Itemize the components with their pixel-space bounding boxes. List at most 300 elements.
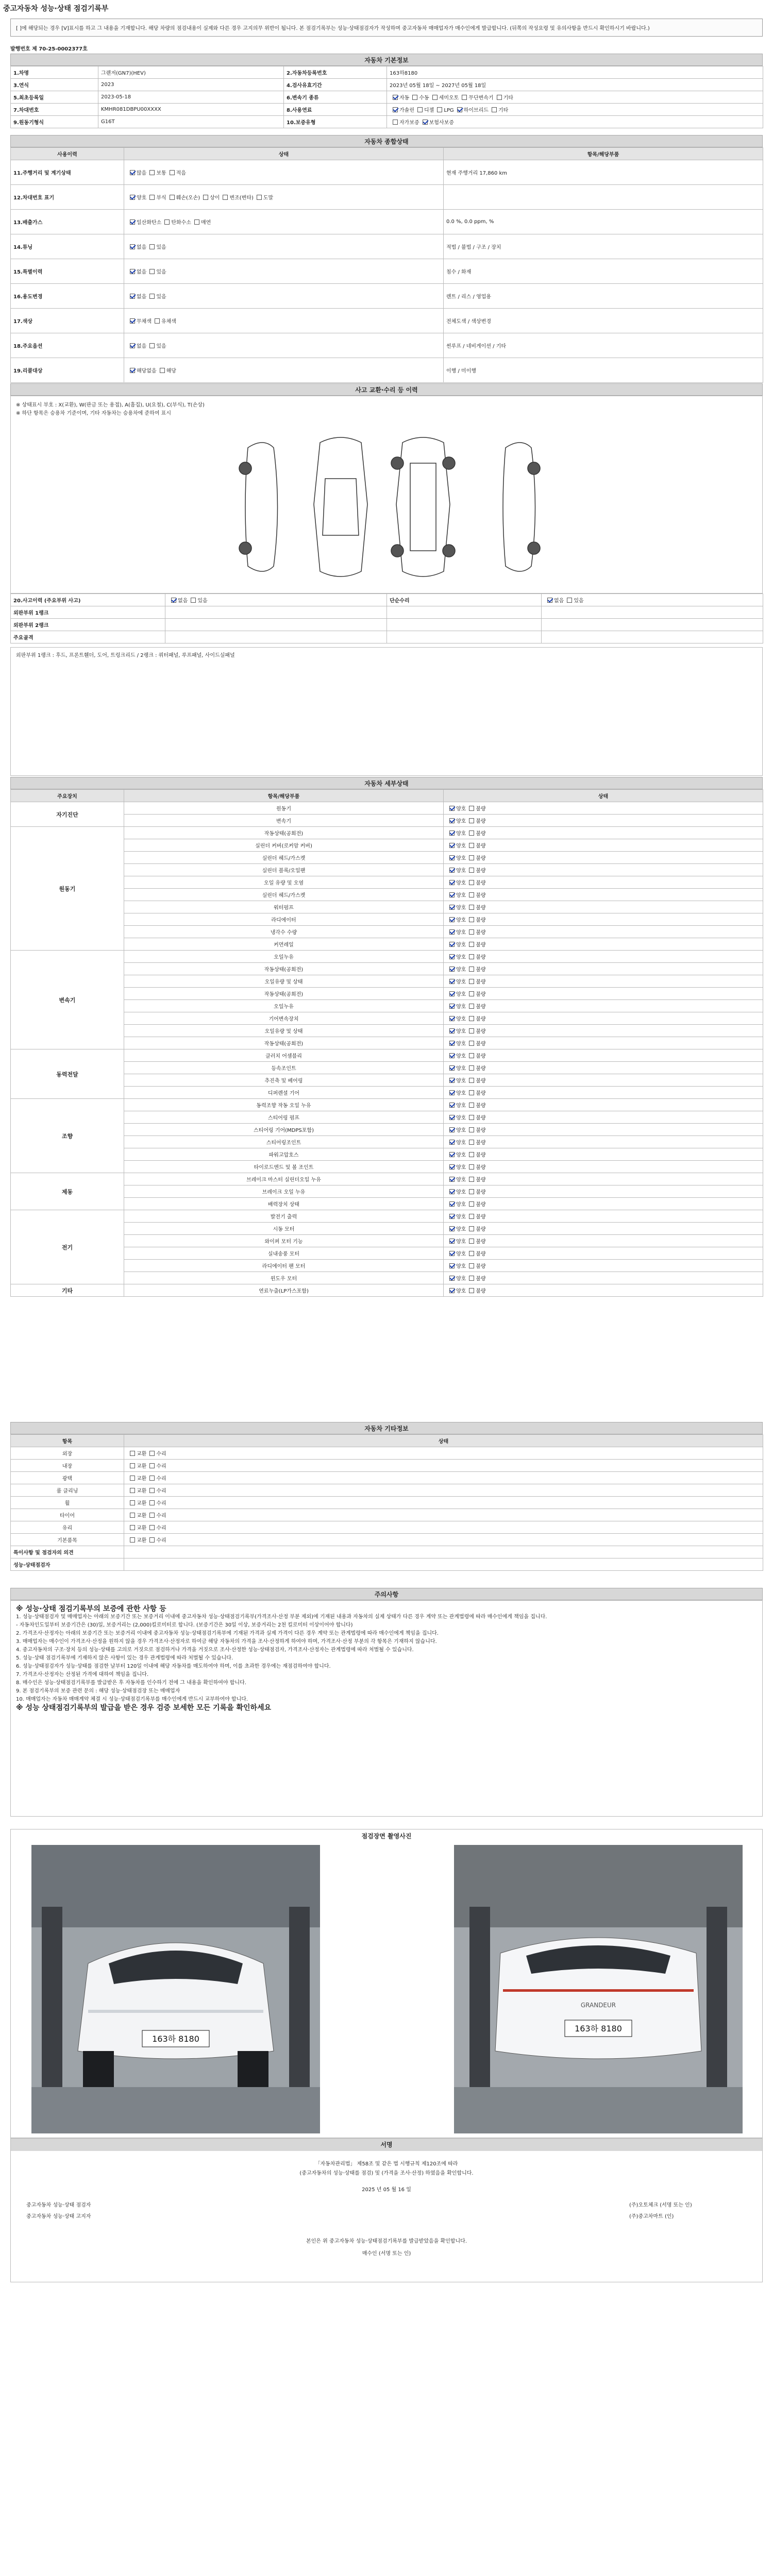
detail-state <box>444 852 763 864</box>
state-checkbox[interactable] <box>469 1226 474 1231</box>
state-checkbox[interactable] <box>449 843 455 848</box>
general-label: 16.용도변경 <box>11 284 124 309</box>
state-checkbox[interactable] <box>449 1115 455 1120</box>
inspector-sign[interactable]: (주)오토체크 (서명 또는 인) <box>629 2202 692 2208</box>
state-checkbox[interactable] <box>469 1004 474 1009</box>
state-checkbox[interactable] <box>449 855 455 860</box>
detail-item: 실린더 블록/오일팬 <box>124 864 444 876</box>
general-label: 15.특별이력 <box>11 259 124 284</box>
state-option: 양호 <box>456 1214 466 1220</box>
state-checkbox[interactable] <box>469 1214 474 1219</box>
general-detail <box>444 185 763 210</box>
wheel-icon <box>443 457 455 469</box>
state-checkbox[interactable] <box>130 1525 135 1530</box>
car-frame-outline <box>410 463 436 551</box>
fuel-checkbox[interactable] <box>457 107 462 112</box>
state-checkbox[interactable] <box>449 1041 455 1046</box>
state-checkbox[interactable] <box>449 1164 455 1170</box>
state-checkbox[interactable] <box>449 1251 455 1256</box>
state-option: 양호 <box>456 942 466 948</box>
detail-state <box>444 913 763 926</box>
general-row <box>11 333 763 358</box>
state-checkbox[interactable] <box>155 318 160 324</box>
state-checkbox[interactable] <box>469 868 474 873</box>
wheel-icon <box>528 462 540 474</box>
state-option: 불량 <box>476 967 486 973</box>
state-checkbox[interactable] <box>203 195 208 200</box>
state-checkbox[interactable] <box>171 598 176 603</box>
state-checkbox[interactable] <box>449 1065 455 1071</box>
label-plate: 2.자동차등록번호 <box>284 66 387 79</box>
state-checkbox[interactable] <box>469 1140 474 1145</box>
state-checkbox[interactable] <box>469 1239 474 1244</box>
state-checkbox[interactable] <box>449 991 455 996</box>
section-notes: 주의사항 <box>10 1588 763 1600</box>
car-bottom-outline <box>396 437 450 577</box>
state-checkbox[interactable] <box>469 1053 474 1058</box>
notifier-sign[interactable]: (주)중고차마트 (인) <box>629 2214 674 2219</box>
detail-group: 제동 <box>11 1173 124 1210</box>
state-checkbox[interactable] <box>469 843 474 848</box>
checker-value[interactable] <box>124 1558 763 1571</box>
state-option: 있음 <box>156 245 166 250</box>
detail-row <box>11 951 763 963</box>
detail-item: 작동상태(공회전) <box>124 1037 444 1049</box>
state-checkbox[interactable] <box>149 294 155 299</box>
transmission-checkbox[interactable] <box>432 95 438 100</box>
state-option: 양호 <box>456 819 466 824</box>
state-option: 양호 <box>456 806 466 812</box>
state-checkbox[interactable] <box>149 1525 155 1530</box>
state-checkbox[interactable] <box>149 195 155 200</box>
state-option: 불량 <box>476 819 486 824</box>
state-checkbox[interactable] <box>469 1263 474 1268</box>
state-option: 있음 <box>156 294 166 300</box>
state-checkbox[interactable] <box>449 1004 455 1009</box>
general-label: 17.색상 <box>11 309 124 333</box>
state-checkbox[interactable] <box>469 880 474 885</box>
detail-state <box>444 1223 763 1235</box>
state-checkbox[interactable] <box>130 1476 135 1481</box>
state-option: 불량 <box>476 1227 486 1232</box>
wheel-icon <box>391 545 404 557</box>
extra-info-table <box>10 1434 763 1571</box>
special-notes-label: 특이사항 및 점검자의 의견 <box>11 1546 124 1558</box>
state-checkbox[interactable] <box>449 1140 455 1145</box>
state-checkbox[interactable] <box>469 1065 474 1071</box>
state-checkbox[interactable] <box>449 929 455 935</box>
detail-row <box>11 1099 763 1111</box>
special-notes-value[interactable] <box>124 1546 763 1558</box>
state-checkbox[interactable] <box>449 868 455 873</box>
state-option: 불량 <box>476 1016 486 1022</box>
car-outline-diagram <box>232 432 542 582</box>
state-checkbox[interactable] <box>164 219 170 225</box>
state-checkbox[interactable] <box>449 1226 455 1231</box>
state-checkbox[interactable] <box>160 368 165 373</box>
state-option: 양호 <box>456 905 466 911</box>
state-checkbox[interactable] <box>449 1288 455 1293</box>
state-checkbox[interactable] <box>149 170 155 175</box>
state-checkbox[interactable] <box>469 979 474 984</box>
state-option: 양호 <box>456 979 466 985</box>
state-checkbox[interactable] <box>449 1214 455 1219</box>
state-checkbox[interactable] <box>149 1488 155 1493</box>
detail-row <box>11 1049 763 1062</box>
extra-item: 룸 클리닝 <box>11 1484 124 1497</box>
detail-state <box>444 975 763 988</box>
state-option: 탄화수소 <box>171 220 191 226</box>
state-checkbox[interactable] <box>469 1078 474 1083</box>
state-checkbox[interactable] <box>469 942 474 947</box>
state-option: 교환 <box>137 1501 147 1506</box>
state-checkbox[interactable] <box>149 1476 155 1481</box>
state-option: 양호 <box>456 1016 466 1022</box>
state-checkbox[interactable] <box>469 1164 474 1170</box>
state-checkbox[interactable] <box>130 269 135 274</box>
state-checkbox[interactable] <box>449 1090 455 1095</box>
state-checkbox[interactable] <box>449 1103 455 1108</box>
state-checkbox[interactable] <box>469 1115 474 1120</box>
outer-rank-note: 외판부위 1랭크 : 후드, 프론트휀더, 도어, 트렁크리드 / 2랭크 : 쿼터패널, 루프패널, 사이드실패널 <box>16 653 235 658</box>
state-checkbox[interactable] <box>469 1288 474 1293</box>
state-checkbox[interactable] <box>149 244 155 249</box>
state-checkbox[interactable] <box>149 269 155 274</box>
extra-row <box>11 1534 763 1546</box>
state-checkbox[interactable] <box>449 917 455 922</box>
detail-item: 실린더 헤드/가스켓 <box>124 889 444 901</box>
value-plate: 163하8180 <box>387 66 763 79</box>
state-checkbox[interactable] <box>449 979 455 984</box>
detail-item: 연료누출(LP가스포함) <box>124 1284 444 1297</box>
state-checkbox[interactable] <box>130 1537 135 1543</box>
state-option: 양호 <box>456 992 466 997</box>
warranty-checkbox[interactable] <box>393 120 398 125</box>
wheel-icon <box>391 457 404 469</box>
state-option: 불량 <box>476 1153 486 1158</box>
detail-group: 조향 <box>11 1099 124 1173</box>
fuel-option: 디젤 <box>424 108 434 113</box>
detail-state <box>444 901 763 913</box>
state-checkbox[interactable] <box>469 917 474 922</box>
state-checkbox[interactable] <box>149 1513 155 1518</box>
state-option: 양호 <box>456 1029 466 1035</box>
state-option: 양호 <box>456 1004 466 1010</box>
state-checkbox[interactable] <box>130 368 135 373</box>
notice-box: [ ]에 해당되는 경우 [V]표시를 하고 그 내용을 기재합니다. 해당 차량의 점검내용이 실제와 다른 경우 고지의무 위반이 됩니다. 본 점검기록부는 성능·상태점검자가 작성하며 중고자동차 매매업자가 매수인에게 발급합니다. (뒤쪽의 작성요령 및 유의사항을 반드시 확인하시기 바랍니다.) <box>10 19 763 37</box>
note-line: ※ 성능 상태점검기록부의 발급을 받은 경우 검증 보세한 모든 기록을 확인하세요 <box>16 1704 272 1712</box>
transmission-checkbox[interactable] <box>412 95 417 100</box>
state-checkbox[interactable] <box>257 195 262 200</box>
label-fuel: 8.사용연료 <box>284 104 387 116</box>
notifier-label: 중고자동차 성능·상태 고지자 <box>26 2214 91 2219</box>
value-vin: KMHR081DBPU00XXXX <box>98 104 284 116</box>
state-option: 불량 <box>476 868 486 874</box>
state-checkbox[interactable] <box>194 219 199 225</box>
state-checkbox[interactable] <box>449 892 455 897</box>
state-option: 불량 <box>476 806 486 812</box>
state-checkbox[interactable] <box>469 929 474 935</box>
state-checkbox[interactable] <box>469 1152 474 1157</box>
state-option: 불량 <box>476 1202 486 1208</box>
state-checkbox[interactable] <box>469 1276 474 1281</box>
state-checkbox[interactable] <box>449 831 455 836</box>
detail-state <box>444 864 763 876</box>
detail-group: 동력전달 <box>11 1049 124 1099</box>
fuel-option: 가솔린 <box>399 108 414 113</box>
state-option: 있음 <box>574 598 584 604</box>
state-checkbox[interactable] <box>149 1500 155 1505</box>
state-checkbox[interactable] <box>449 942 455 947</box>
state-checkbox[interactable] <box>469 991 474 996</box>
state-checkbox[interactable] <box>469 1127 474 1132</box>
state-checkbox[interactable] <box>130 1451 135 1456</box>
state-checkbox[interactable] <box>567 598 572 603</box>
note-line: 6. 성능·상태점검자가 성능·상태를 점검한 날부터 120일 이내에 해당 자동차를 매도하여야 하며, 이를 초과한 경우에는 재점검하여야 합니다. <box>16 1664 331 1669</box>
state-checkbox[interactable] <box>469 905 474 910</box>
state-option: 없음 <box>137 245 147 250</box>
detail-item: 라디에이터 팬 모터 <box>124 1260 444 1272</box>
state-option: 도말 <box>263 195 274 201</box>
detail-state-table <box>10 789 763 1297</box>
detail-item: 라디에이터 <box>124 913 444 926</box>
detail-state <box>444 1062 763 1074</box>
detail-item: 워터펌프 <box>124 901 444 913</box>
state-checkbox[interactable] <box>449 1276 455 1281</box>
state-option: 불량 <box>476 1289 486 1294</box>
state-option: 양호 <box>456 868 466 874</box>
transmission-checkbox[interactable] <box>393 95 398 100</box>
state-option: 수리 <box>156 1513 166 1519</box>
label-engine-type: 9.원동기형식 <box>11 116 98 128</box>
state-option: 양호 <box>456 1078 466 1084</box>
signature-law-line: 「자동차관리법」 제58조 및 같은 법 시행규칙 제120조에 따라 <box>315 2161 458 2167</box>
state-checkbox[interactable] <box>469 1016 474 1021</box>
state-checkbox[interactable] <box>130 195 135 200</box>
state-checkbox[interactable] <box>449 1078 455 1083</box>
detail-state <box>444 1049 763 1062</box>
state-checkbox[interactable] <box>469 892 474 897</box>
state-option: 있음 <box>197 598 208 604</box>
state-option: 해당 <box>166 368 176 374</box>
wheel-icon <box>239 542 251 554</box>
state-checkbox[interactable] <box>469 806 474 811</box>
state-checkbox[interactable] <box>449 1016 455 1021</box>
detail-state <box>444 839 763 852</box>
warranty-checkbox[interactable] <box>423 120 428 125</box>
transmission-checkbox[interactable] <box>497 95 502 100</box>
state-checkbox[interactable] <box>191 598 196 603</box>
state-option: 불량 <box>476 1004 486 1010</box>
state-option: 일산화탄소 <box>137 220 162 226</box>
detail-row <box>11 827 763 839</box>
state-checkbox[interactable] <box>449 967 455 972</box>
state-checkbox[interactable] <box>449 1201 455 1207</box>
state-option: 수리 <box>156 1526 166 1531</box>
detail-item: 발전기 출력 <box>124 1210 444 1223</box>
extra-state <box>124 1484 763 1497</box>
state-option: 불량 <box>476 1276 486 1282</box>
detail-state <box>444 1272 763 1284</box>
fuel-checkbox[interactable] <box>437 107 442 112</box>
wheel-icon <box>239 462 251 474</box>
detail-state <box>444 926 763 938</box>
photos-title: 점검장면 촬영사진 <box>361 1833 412 1840</box>
detail-state <box>444 1037 763 1049</box>
note-line: - 자동차인도일부터 보증기간은 (30)일, 보증거리는 (2,000)킬로미터로 합니다. (보증기간은 30일 이상, 보증거리는 2천 킬로미터 이상이어야 합니다) <box>16 1622 353 1628</box>
state-checkbox[interactable] <box>130 1513 135 1518</box>
detail-item: 실내송풍 모터 <box>124 1247 444 1260</box>
state-checkbox[interactable] <box>449 1127 455 1132</box>
state-checkbox[interactable] <box>449 1177 455 1182</box>
general-row <box>11 284 763 309</box>
state-checkbox[interactable] <box>170 170 175 175</box>
extra-head-state: 상태 <box>124 1435 763 1447</box>
front-plate-text: 163하 8180 <box>152 2034 199 2044</box>
state-checkbox[interactable] <box>130 244 135 249</box>
fuel-checkbox[interactable] <box>393 107 398 112</box>
state-option: 교환 <box>137 1464 147 1469</box>
accident-table <box>10 594 763 643</box>
state-checkbox[interactable] <box>469 818 474 823</box>
state-checkbox[interactable] <box>130 219 135 225</box>
detail-group: 변속기 <box>11 951 124 1049</box>
state-checkbox[interactable] <box>469 1028 474 1033</box>
wheel-icon <box>528 542 540 554</box>
state-checkbox[interactable] <box>449 1028 455 1033</box>
state-checkbox[interactable] <box>449 905 455 910</box>
detail-item: 작동상태(공회전) <box>124 963 444 975</box>
warranty-options <box>387 116 763 128</box>
detail-item: 브레이크 오일 누유 <box>124 1185 444 1198</box>
extra-item: 타이어 <box>11 1509 124 1521</box>
state-checkbox[interactable] <box>469 1251 474 1256</box>
detail-item: 기어변속장치 <box>124 1012 444 1025</box>
state-checkbox[interactable] <box>547 598 552 603</box>
fuel-checkbox[interactable] <box>417 107 423 112</box>
note-line: 7. 가격조사·산정자는 산정된 가격에 대하여 책임을 집니다. <box>16 1672 149 1677</box>
state-checkbox[interactable] <box>130 343 135 348</box>
rear-plate-text: 163하 8180 <box>575 2024 622 2033</box>
state-checkbox[interactable] <box>449 954 455 959</box>
state-option: 불량 <box>476 831 486 837</box>
detail-group: 원동기 <box>11 827 124 951</box>
accident-label: 외판부위 2랭크 <box>11 619 165 631</box>
state-checkbox[interactable] <box>469 831 474 836</box>
section-general-state: 자동차 종합상태 <box>10 135 763 147</box>
state-checkbox[interactable] <box>149 1463 155 1468</box>
state-option: 양호 <box>456 1165 466 1171</box>
note-line: 4. 중고자동차의 구조·장치 등의 성능·상태를 고의로 거짓으로 점검하거나 가격을 거짓으로 조사·산정한 성능·상태점검자, 가격조사·산정자는 관계법령에 따라 처벌될 수 있습니다. <box>16 1647 414 1653</box>
state-option: 양호 <box>456 1239 466 1245</box>
car-top-roof <box>323 479 359 535</box>
state-checkbox[interactable] <box>130 170 135 175</box>
state-checkbox[interactable] <box>449 880 455 885</box>
state-checkbox[interactable] <box>469 954 474 959</box>
state-option: 양호 <box>456 1289 466 1294</box>
state-option: 양호 <box>456 1190 466 1195</box>
state-checkbox[interactable] <box>469 1201 474 1207</box>
accident-value2 <box>542 594 763 606</box>
state-checkbox[interactable] <box>130 1463 135 1468</box>
state-checkbox[interactable] <box>149 1451 155 1456</box>
state-checkbox[interactable] <box>449 1152 455 1157</box>
detail-state <box>444 1235 763 1247</box>
inspection-photos <box>10 1829 763 2138</box>
legend-note: ※ 하단 항목은 승용차 기준이며, 기타 자동차는 승용차에 준하여 표시 <box>16 411 171 416</box>
accident-value <box>165 606 387 619</box>
state-option: 양호 <box>456 1251 466 1257</box>
state-checkbox[interactable] <box>469 1041 474 1046</box>
state-checkbox[interactable] <box>223 195 228 200</box>
state-option: 해당없음 <box>137 368 157 374</box>
extra-state <box>124 1497 763 1509</box>
state-checkbox[interactable] <box>449 806 455 811</box>
state-checkbox[interactable] <box>449 1263 455 1268</box>
state-option: 수리 <box>156 1488 166 1494</box>
state-checkbox[interactable] <box>469 967 474 972</box>
state-checkbox[interactable] <box>469 1090 474 1095</box>
detail-row <box>11 802 763 815</box>
detail-item: 동력조향 작동 오일 누유 <box>124 1099 444 1111</box>
note-line: 9. 본 점검기록부의 보증 관련 문의 : 해당 성능·상태점검장 또는 매매업자 <box>16 1688 180 1694</box>
state-option: 불량 <box>476 930 486 936</box>
state-checkbox[interactable] <box>130 318 135 324</box>
state-option: 양호 <box>456 1041 466 1047</box>
state-checkbox[interactable] <box>130 1488 135 1493</box>
state-checkbox[interactable] <box>449 1189 455 1194</box>
detail-item: 변속기 <box>124 815 444 827</box>
inspector-label: 중고자동차 성능·상태 점검자 <box>26 2202 91 2208</box>
label-model: 1.차명 <box>11 66 98 79</box>
state-checkbox[interactable] <box>149 1537 155 1543</box>
signature-confirm-line: (중고자동차의 성능·상태를 점검) 및 (가격을 조사·산정) 하였음을 확인합니다. <box>299 2171 474 2176</box>
detail-item: 작동상태(공회전) <box>124 827 444 839</box>
state-option: 불량 <box>476 905 486 911</box>
state-checkbox[interactable] <box>130 1500 135 1505</box>
state-checkbox[interactable] <box>449 818 455 823</box>
extra-state <box>124 1509 763 1521</box>
fuel-checkbox[interactable] <box>492 107 497 112</box>
detail-state <box>444 951 763 963</box>
general-state <box>124 333 444 358</box>
state-checkbox[interactable] <box>469 855 474 860</box>
state-checkbox[interactable] <box>469 1177 474 1182</box>
state-checkbox[interactable] <box>469 1189 474 1194</box>
extra-row <box>11 1509 763 1521</box>
extra-row <box>11 1521 763 1534</box>
state-option: 수리 <box>156 1476 166 1482</box>
detail-state <box>444 1198 763 1210</box>
detail-state <box>444 1284 763 1297</box>
damage-diagram-area <box>10 396 763 594</box>
state-checkbox[interactable] <box>130 294 135 299</box>
basic-info-table <box>10 66 763 128</box>
buyer-sign[interactable]: 매수인 (서명 또는 인) <box>362 2251 411 2257</box>
detail-item: 오일 유량 및 오염 <box>124 876 444 889</box>
state-checkbox[interactable] <box>149 343 155 348</box>
transmission-checkbox[interactable] <box>462 95 467 100</box>
state-checkbox[interactable] <box>449 1239 455 1244</box>
state-checkbox[interactable] <box>469 1103 474 1108</box>
state-checkbox[interactable] <box>170 195 175 200</box>
state-option: 양호 <box>456 1091 466 1096</box>
state-option: 양호 <box>456 1153 466 1158</box>
state-checkbox[interactable] <box>449 1053 455 1058</box>
detail-item: 디퍼렌셜 기어 <box>124 1087 444 1099</box>
legend-symbols: ※ 상태표시 부호 : X(교환), W(판금 또는 용접), A(흠집), U(요철), C(부식), T(손상) <box>16 402 205 408</box>
accident-row <box>11 594 763 606</box>
